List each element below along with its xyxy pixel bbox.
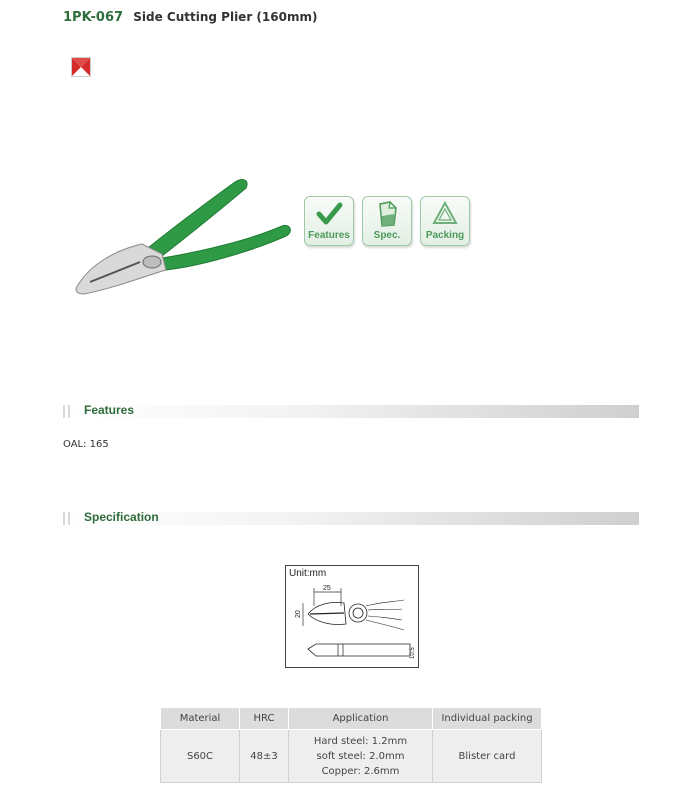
spec-nav-button[interactable] <box>362 196 412 246</box>
header-hrc: HRC <box>240 708 289 730</box>
header-packing: Individual packing <box>433 708 542 730</box>
table-row <box>161 730 542 783</box>
spec-table-header-row <box>161 708 542 730</box>
features-nav-button[interactable] <box>304 196 354 246</box>
dimension-diagram <box>285 565 419 668</box>
product-title <box>63 10 317 25</box>
dim-height-label: 20 <box>295 610 302 618</box>
cell-packing: Blister card <box>433 730 542 783</box>
packing-nav-label: Packing <box>425 230 465 241</box>
product-code: 1PK-067 <box>63 10 124 25</box>
features-heading: Features <box>84 403 135 417</box>
features-nav-label: Features <box>308 230 350 241</box>
specification-heading: Specification <box>84 510 159 524</box>
application-line: Hard steel: 1.2mm <box>313 735 408 747</box>
cell-hrc: 48±3 <box>240 730 289 783</box>
recycle-icon <box>431 200 459 228</box>
header-material: Material <box>161 708 240 730</box>
section-grip-icon <box>63 405 70 418</box>
spec-table <box>160 707 542 783</box>
packing-nav-button[interactable] <box>420 196 470 246</box>
broken-image-icon <box>71 57 91 77</box>
header-application: Application <box>289 708 433 730</box>
document-icon <box>373 200 401 228</box>
section-grip-icon <box>63 512 70 525</box>
cell-material: S60C <box>161 730 240 783</box>
dim-thickness-label: 10.5 <box>410 647 416 659</box>
specification-section-header <box>63 512 639 525</box>
plier-dimension-drawing <box>286 566 418 667</box>
product-nav-icons <box>304 196 470 246</box>
product-image <box>70 170 300 300</box>
check-icon <box>315 200 343 228</box>
features-text: OAL: 165 <box>63 439 109 450</box>
product-name: Side Cutting Plier (160mm) <box>133 10 318 24</box>
cell-application <box>289 730 433 783</box>
spec-nav-label: Spec. <box>373 230 401 241</box>
diagram-unit-label: Unit:mm <box>289 568 327 579</box>
features-section-header <box>63 405 639 418</box>
application-line: soft steel: 2.0mm <box>316 750 405 762</box>
dim-width-label: 25 <box>323 585 331 592</box>
application-line: Copper: 2.6mm <box>321 765 400 777</box>
